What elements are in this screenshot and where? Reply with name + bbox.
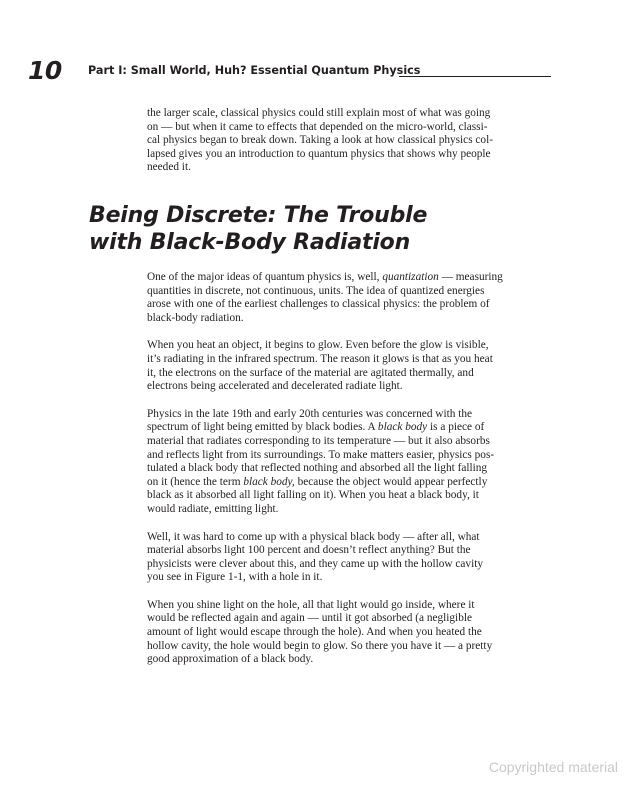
text-run: material absorbs light 100 percent and doesn’t reflect anything? But the bbox=[147, 544, 471, 557]
text-line bbox=[147, 571, 322, 583]
text-run: it’s radiating in the infrared spectrum. The reason it glows is that as you heat bbox=[147, 352, 493, 365]
section-heading bbox=[89, 202, 427, 256]
text-line: lapsed gives you an introduction to quantum physics that shows why people bbox=[147, 147, 491, 160]
text-run: because the object would appear perfectly bbox=[294, 475, 488, 488]
running-head-title: Part I: Small World, Huh? Essential Quantum Physics bbox=[88, 64, 421, 77]
emphasized-term: quantization bbox=[382, 271, 439, 283]
section-body bbox=[147, 271, 555, 667]
text-run: One of the major ideas of quantum physics is, well, bbox=[147, 271, 383, 283]
text-line bbox=[147, 435, 490, 447]
text-run: would radiate, emitting light. bbox=[147, 502, 279, 515]
text-line: on — but when it came to effects that depended on the micro-world, classi- bbox=[147, 120, 488, 133]
section-heading-line-2: with Black-Body Radiation bbox=[89, 230, 411, 255]
text-line bbox=[147, 531, 480, 543]
text-run: When you shine light on the hole, all that light would go inside, where it bbox=[147, 598, 475, 611]
text-run: tulated a black body that reflected nothing and absorbed all the light falling bbox=[147, 462, 488, 475]
text-line bbox=[147, 653, 313, 665]
text-line bbox=[147, 271, 503, 283]
text-line bbox=[147, 558, 483, 570]
text-line bbox=[147, 612, 472, 624]
text-run: you see in Figure 1-1, with a hole in it. bbox=[147, 571, 323, 584]
text-line bbox=[147, 476, 487, 488]
header-rule bbox=[399, 76, 551, 77]
body-paragraph bbox=[147, 339, 555, 393]
text-line bbox=[147, 421, 484, 433]
text-line bbox=[147, 462, 487, 474]
text-run: electrons being accelerated and decelerated radiate light. bbox=[147, 380, 403, 393]
text-run: — measuring bbox=[438, 271, 503, 283]
text-line bbox=[147, 339, 489, 351]
text-run: quantities in discrete, not continuous, units. The idea of quantized energies bbox=[147, 284, 485, 297]
text-line bbox=[147, 312, 244, 324]
text-run: material that radiates corresponding to its temperature — but it also absorbs bbox=[147, 434, 490, 447]
text-line bbox=[147, 380, 403, 392]
text-run: on it (hence the term bbox=[147, 475, 244, 488]
text-line bbox=[147, 285, 484, 297]
text-line bbox=[147, 408, 472, 420]
text-run: would be reflected again and again — until it got absorbed (a negligible bbox=[147, 612, 472, 625]
emphasized-term: black body bbox=[377, 421, 428, 434]
text-run: arose with one of the earliest challenges to classical physics: the problem of bbox=[147, 298, 490, 311]
text-run: hollow cavity, the hole would begin to glow. So there you have it — a pretty bbox=[147, 639, 493, 652]
text-run: spectrum of light being emitted by black bodies. A bbox=[147, 421, 378, 434]
text-line bbox=[147, 353, 493, 365]
text-line bbox=[147, 599, 475, 611]
text-line bbox=[147, 626, 482, 638]
text-run: Well, it was hard to come up with a physical black body — after all, what bbox=[147, 530, 480, 543]
text-run: it, the electrons on the surface of the material are agitated thermally, and bbox=[147, 366, 474, 379]
text-run: black-body radiation. bbox=[147, 311, 244, 324]
text-run: amount of light would escape through the hole). And when you heated the bbox=[147, 626, 482, 639]
text-run: Physics in the late 19th and early 20th centuries was concerned with the bbox=[147, 407, 473, 420]
text-line bbox=[147, 544, 471, 556]
text-line bbox=[147, 489, 479, 501]
text-run: is a piece of bbox=[427, 421, 485, 434]
text-run: When you heat an object, it begins to glow. Even before the glow is visible, bbox=[147, 339, 489, 352]
body-paragraph bbox=[147, 531, 555, 585]
section-heading-line-1: Being Discrete: The Trouble bbox=[89, 203, 428, 228]
intro-text-block bbox=[147, 107, 555, 175]
text-run: and reflects light from its surroundings. To make matters easier, physics pos- bbox=[147, 448, 495, 461]
text-run: physicists were clever about this, and they came up with the hollow cavity bbox=[147, 557, 483, 570]
text-line: cal physics began to break down. Taking a look at how classical physics col- bbox=[147, 134, 493, 147]
text-line bbox=[147, 503, 278, 515]
text-line bbox=[147, 640, 492, 652]
text-line bbox=[147, 449, 494, 461]
text-line: the larger scale, classical physics could still explain most of what was going bbox=[147, 107, 491, 119]
body-paragraph bbox=[147, 408, 555, 517]
text-line: needed it. bbox=[147, 161, 191, 174]
emphasized-term: black body, bbox=[243, 475, 295, 488]
page-number: 10 bbox=[28, 56, 62, 85]
intro-paragraph bbox=[147, 107, 555, 175]
text-run: black as it absorbed all light falling on it). When you heat a black body, it bbox=[147, 489, 479, 502]
copyright-watermark: Copyrighted material bbox=[488, 759, 618, 775]
body-paragraph bbox=[147, 271, 555, 325]
text-line bbox=[147, 367, 474, 379]
text-run: good approximation of a black body. bbox=[147, 653, 314, 666]
text-line bbox=[147, 298, 490, 310]
body-paragraph bbox=[147, 599, 555, 667]
